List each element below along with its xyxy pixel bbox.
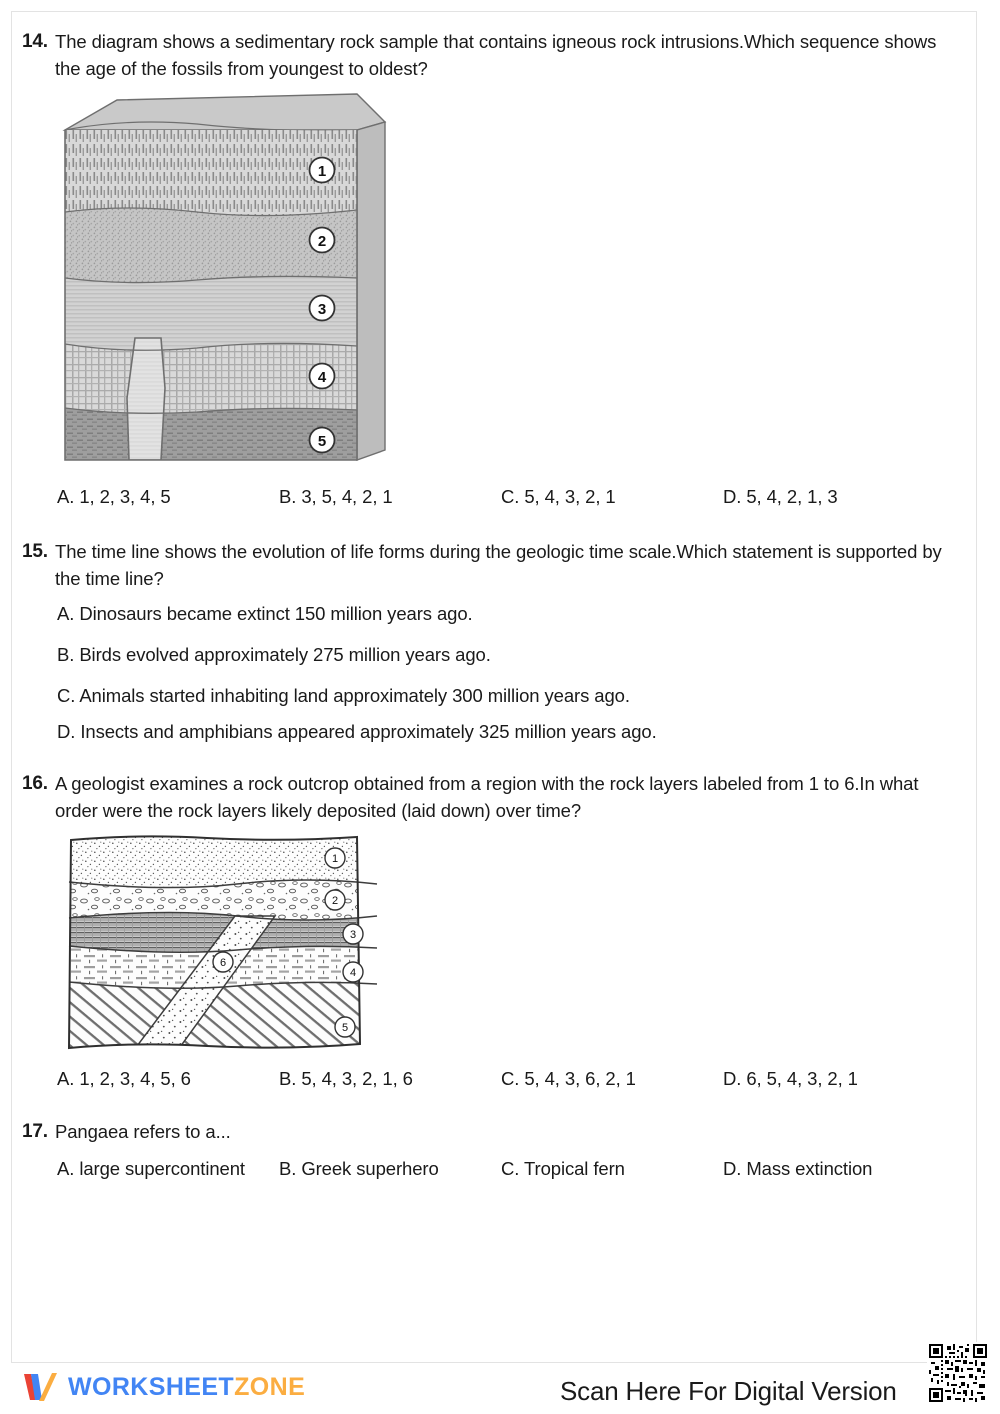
question-14-header [22,28,952,82]
question-16-text: A geologist examines a rock outcrop obtained from a region with the rock layers labeled from 1 to 6.In what order were the rock layers likely deposited (laid down) over time? [55,773,919,821]
question-15-option-d[interactable]: D. Insects and amphibians appeared approximately 325 million years ago. [57,721,657,742]
question-17-text: Pangaea refers to a... [55,1121,231,1142]
layer-marker-1 [310,158,335,183]
question-17-option-d[interactable]: D. Mass extinction [723,1158,873,1179]
qr-code-icon[interactable] [927,1342,989,1404]
layer-marker-6 [213,952,233,972]
question-14-option-b[interactable]: B. 3, 5, 4, 2, 1 [279,486,393,507]
svg-text:4: 4 [349,967,357,979]
question-15-option-b[interactable]: B. Birds evolved approximately 275 million years ago. [57,644,491,665]
layer-marker-5 [310,428,335,453]
question-16-number: 16. [22,773,48,794]
question-16-option-d[interactable]: D. 6, 5, 4, 3, 2, 1 [723,1068,858,1089]
question-17 [22,1118,952,1145]
layer-marker-1 [325,848,345,868]
svg-text:2: 2 [317,233,327,250]
layer-marker-3 [310,296,335,321]
question-17-options [57,1158,957,1180]
question-16-option-c[interactable]: C. 5, 4, 3, 6, 2, 1 [501,1068,636,1089]
worksheet-zone-w-mark [22,1370,58,1404]
question-15-text: The time line shows the evolution of life forms during the geologic time scale.Which statement is supported by the time line? [55,541,942,589]
layer-marker-2 [310,228,335,253]
question-14-text: The diagram shows a sedimentary rock sample that contains igneous rock intrusions.Which sequence shows the age of the fossils from youngest to oldest? [55,31,937,79]
svg-text:2: 2 [331,895,339,907]
layer-marker-4 [343,962,363,982]
scan-here-text: Scan Here For Digital Version [560,1376,897,1406]
layer-marker-2 [325,890,345,910]
question-15-option-a[interactable]: A. Dinosaurs became extinct 150 million years ago. [57,603,473,624]
svg-text:5: 5 [317,433,327,450]
layer-marker-4 [310,364,335,389]
question-14-option-d[interactable]: D. 5, 4, 2, 1, 3 [723,486,838,507]
svg-text:6: 6 [219,957,227,969]
svg-text:5: 5 [341,1022,349,1034]
question-17-option-c[interactable]: C. Tropical fern [501,1158,625,1179]
question-17-number: 17. [22,1121,48,1142]
worksheet-zone-logo[interactable] [22,1370,305,1404]
svg-text:3: 3 [317,301,327,318]
svg-text:3: 3 [349,929,357,941]
question-16-header [22,770,952,824]
question-15-number: 15. [22,541,48,562]
logo-word-zone: ZONE [234,1372,306,1401]
layer-marker-5 [335,1017,355,1037]
question-16-option-a[interactable]: A. 1, 2, 3, 4, 5, 6 [57,1068,191,1089]
rock-outcrop-diagram [57,832,387,1054]
layer-marker-3 [343,924,363,944]
svg-text:1: 1 [331,853,339,865]
svg-text:1: 1 [317,163,327,180]
question-15-header [22,538,952,592]
question-16-option-b[interactable]: B. 5, 4, 3, 2, 1, 6 [279,1068,413,1089]
sedimentary-rock-block-diagram [57,88,392,473]
question-17-option-b[interactable]: B. Greek superhero [279,1158,439,1179]
question-14 [22,28,952,82]
question-15-option-c[interactable]: C. Animals started inhabiting land approximately 300 million years ago. [57,685,630,706]
question-14-options [57,486,957,508]
question-15 [22,538,952,592]
svg-text:4: 4 [317,369,327,386]
question-16-options [57,1068,957,1090]
question-16 [22,770,952,824]
logo-word-worksheet: WORKSHEET [68,1372,235,1401]
question-17-option-a[interactable]: A. large supercontinent [57,1158,245,1179]
question-14-option-c[interactable]: C. 5, 4, 3, 2, 1 [501,486,616,507]
page-footer [0,1366,1000,1414]
logo-wordmark [68,1373,305,1402]
question-14-number: 14. [22,31,48,52]
question-14-option-a[interactable]: A. 1, 2, 3, 4, 5 [57,486,171,507]
question-17-header [22,1118,952,1145]
